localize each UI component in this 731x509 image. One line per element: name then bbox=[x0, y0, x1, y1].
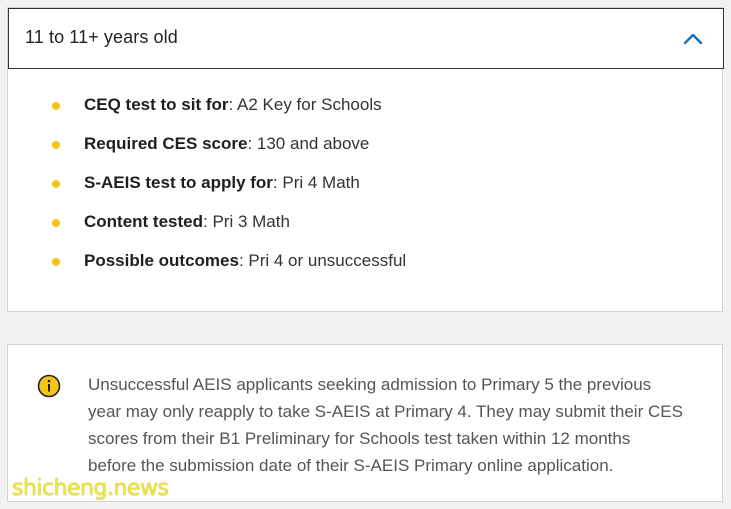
list-item bbox=[8, 251, 708, 275]
accordion-header[interactable] bbox=[8, 8, 724, 69]
bullet-icon bbox=[52, 141, 60, 149]
chevron-up-icon[interactable] bbox=[681, 27, 705, 51]
info-line: scores from their B1 Preliminary for Schools test taken within 12 months bbox=[88, 429, 631, 448]
accordion-title: 11 to 11+ years old bbox=[25, 27, 178, 47]
bullet-icon bbox=[52, 219, 60, 227]
item-value: : Pri 3 Math bbox=[203, 212, 290, 231]
list-item bbox=[8, 212, 708, 236]
item-label: CEQ test to sit for bbox=[84, 95, 229, 114]
item-value: : Pri 4 or unsuccessful bbox=[238, 251, 407, 270]
item-label: Required CES score bbox=[84, 134, 248, 153]
info-line: Unsuccessful AEIS applicants seeking admission to Primary 5 the previous bbox=[88, 375, 652, 394]
info-line: before the submission date of their S-AEIS Primary online application. bbox=[88, 456, 614, 475]
bullet-icon bbox=[52, 258, 60, 266]
watermark: shicheng.news bbox=[12, 476, 169, 501]
list-item bbox=[8, 134, 708, 158]
age-accordion bbox=[7, 7, 723, 312]
info-message bbox=[88, 371, 700, 479]
item-value: : A2 Key for Schools bbox=[228, 95, 382, 114]
item-label: Possible outcomes bbox=[84, 251, 239, 270]
bullet-icon bbox=[52, 102, 60, 110]
list-item bbox=[8, 173, 708, 197]
list-item bbox=[8, 95, 708, 119]
info-line: year may only reapply to take S-AEIS at Primary 4. They may submit their CES bbox=[88, 402, 683, 421]
bullet-icon bbox=[52, 180, 60, 188]
item-value: : Pri 4 Math bbox=[272, 173, 360, 192]
item-label: S-AEIS test to apply for bbox=[84, 173, 273, 192]
info-icon bbox=[37, 374, 61, 398]
item-label: Content tested bbox=[84, 212, 203, 231]
item-value: : 130 and above bbox=[247, 134, 370, 153]
